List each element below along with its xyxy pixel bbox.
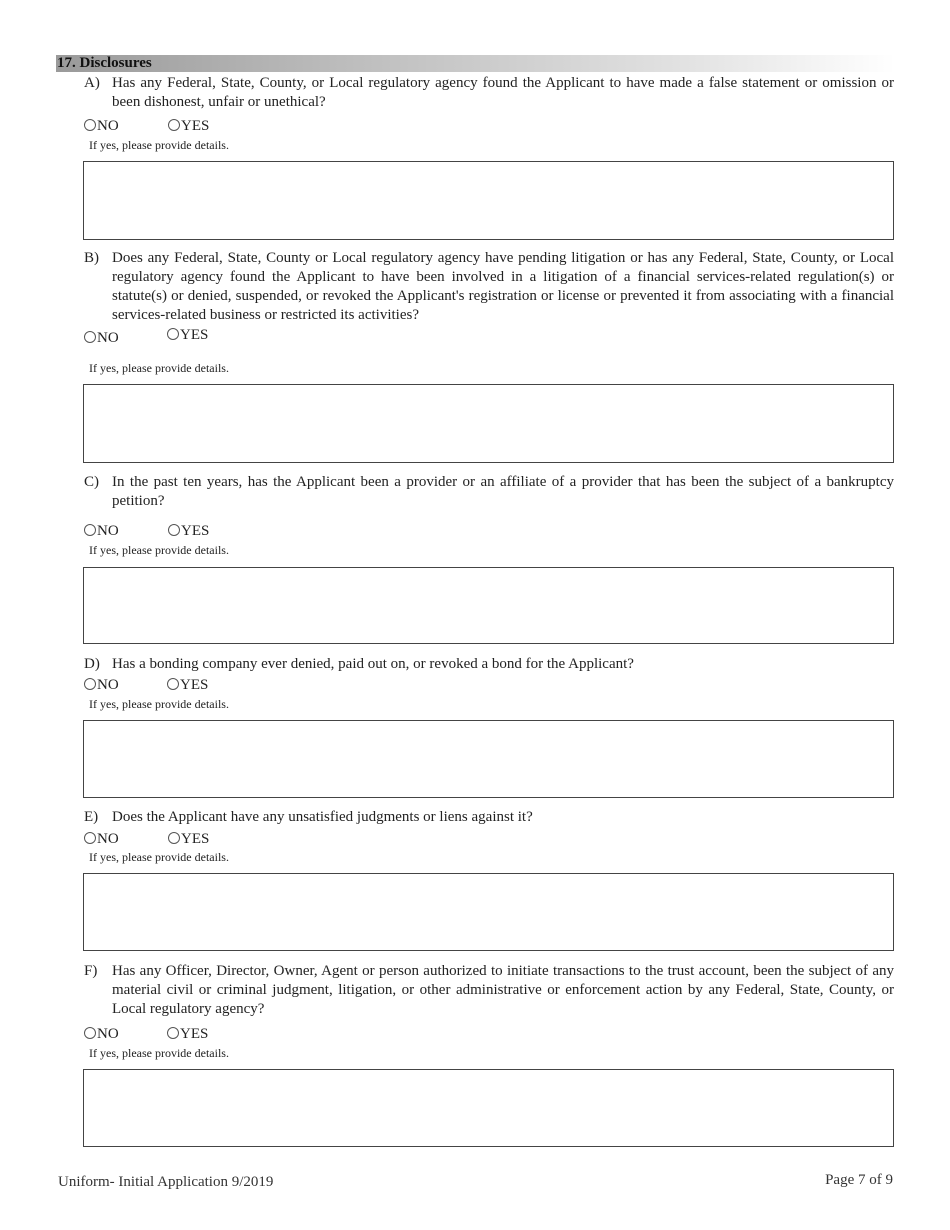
radio-circle-icon[interactable]	[167, 1027, 179, 1039]
yes-radio[interactable]	[167, 676, 208, 694]
no-radio[interactable]	[84, 329, 119, 347]
radio-circle-icon[interactable]	[167, 328, 179, 340]
radio-circle-icon[interactable]	[84, 119, 96, 131]
radio-circle-icon[interactable]	[168, 524, 180, 536]
details-textarea-e[interactable]	[83, 873, 894, 951]
radio-circle-icon[interactable]	[168, 119, 180, 131]
question-f	[84, 962, 894, 1019]
radio-circle-icon[interactable]	[167, 678, 179, 690]
no-label: NO	[97, 1026, 119, 1042]
yes-radio[interactable]	[168, 117, 209, 135]
no-radio[interactable]	[84, 117, 119, 135]
details-hint: If yes, please provide details.	[89, 361, 229, 375]
question-text: Does the Applicant have any unsatisfied judgments or liens against it?	[112, 809, 533, 825]
details-textarea-a[interactable]	[83, 161, 894, 240]
question-letter: C)	[84, 474, 99, 490]
question-d	[84, 655, 894, 674]
no-label: NO	[97, 831, 119, 847]
section-title: 17. Disclosures	[56, 55, 895, 72]
no-radio[interactable]	[84, 1025, 119, 1043]
no-radio[interactable]	[84, 830, 119, 848]
yes-radio[interactable]	[167, 1025, 208, 1043]
details-textarea-c[interactable]	[83, 567, 894, 644]
yes-label: YES	[181, 523, 210, 539]
question-text: Does any Federal, State, County or Local regulatory agency have pending litigation or has any Federal, State, County, or Local regulatory agency found the Applicant to have been involved in a litigation of a financial services-related regulation(s) or statute(s) or denied, suspended, or revoked the Applicant's registration or license or prevented it from associating with a financial services-related business or restricted its activities?	[112, 250, 894, 323]
details-hint: If yes, please provide details.	[89, 543, 229, 557]
question-a	[84, 74, 894, 112]
question-text: Has any Officer, Director, Owner, Agent or person authorized to initiate transactions to the trust account, been the subject of any material civil or criminal judgment, litigation, or other administrative or enforcement action by any Federal, State, County, or Local regulatory agency?	[112, 963, 894, 1017]
page-number: Page 7 of 9	[825, 1172, 893, 1188]
question-letter: E)	[84, 809, 99, 825]
details-hint: If yes, please provide details.	[89, 850, 229, 864]
no-label: NO	[97, 523, 119, 539]
yes-label: YES	[180, 1026, 209, 1042]
yes-label: YES	[181, 118, 210, 134]
no-label: NO	[97, 677, 119, 693]
yes-radio[interactable]	[168, 522, 209, 540]
question-text: Has a bonding company ever denied, paid out on, or revoked a bond for the Applicant?	[112, 656, 634, 672]
question-letter: F)	[84, 963, 98, 979]
yes-radio[interactable]	[168, 830, 209, 848]
radio-circle-icon[interactable]	[84, 832, 96, 844]
yes-label: YES	[180, 327, 209, 343]
details-hint: If yes, please provide details.	[89, 138, 229, 152]
details-textarea-d[interactable]	[83, 720, 894, 798]
details-textarea-b[interactable]	[83, 384, 894, 463]
radio-circle-icon[interactable]	[84, 1027, 96, 1039]
question-c	[84, 473, 894, 511]
no-radio[interactable]	[84, 676, 119, 694]
question-letter: B)	[84, 250, 99, 266]
question-letter: A)	[84, 75, 100, 91]
question-text: In the past ten years, has the Applicant been a provider or an affiliate of a provider that has been the subject of a bankruptcy petition?	[112, 474, 894, 509]
no-label: NO	[97, 118, 119, 134]
question-letter: D)	[84, 656, 100, 672]
yes-label: YES	[180, 677, 209, 693]
radio-circle-icon[interactable]	[84, 331, 96, 343]
details-hint: If yes, please provide details.	[89, 697, 229, 711]
radio-circle-icon[interactable]	[84, 524, 96, 536]
details-textarea-f[interactable]	[83, 1069, 894, 1147]
yes-label: YES	[181, 831, 210, 847]
question-text: Has any Federal, State, County, or Local regulatory agency found the Applicant to have made a false statement or omission or been dishonest, unfair or unethical?	[112, 75, 894, 110]
no-radio[interactable]	[84, 522, 119, 540]
yes-radio[interactable]	[167, 326, 208, 344]
question-b	[84, 249, 894, 325]
no-label: NO	[97, 330, 119, 346]
radio-circle-icon[interactable]	[84, 678, 96, 690]
radio-circle-icon[interactable]	[168, 832, 180, 844]
form-version: Uniform- Initial Application 9/2019	[58, 1174, 274, 1190]
question-e	[84, 808, 894, 827]
details-hint: If yes, please provide details.	[89, 1046, 229, 1060]
